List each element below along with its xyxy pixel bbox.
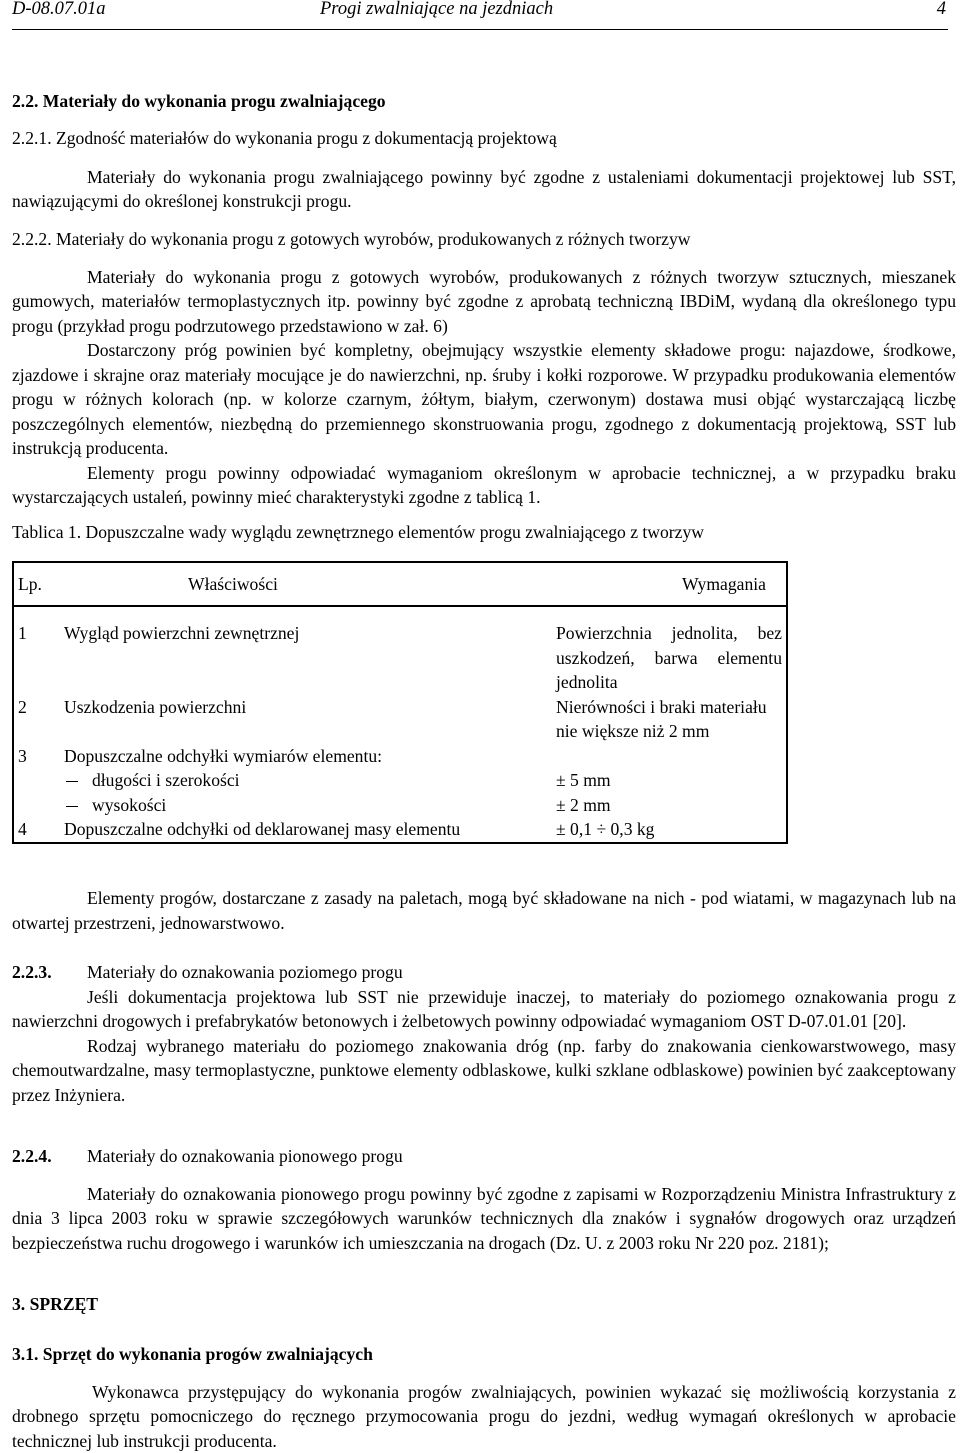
row-lp: 2 <box>13 695 60 744</box>
row-requirement: ± 2 mm <box>552 793 787 818</box>
section-number: 2.2.4. <box>12 1144 87 1169</box>
section-3-heading: 3. SPRZĘT <box>12 1292 956 1317</box>
row-property: Dopuszczalne odchyłki wymiarów elementu: <box>60 744 552 769</box>
section-2-2-3-heading <box>12 960 956 985</box>
table-row <box>13 768 787 793</box>
defects-table <box>12 561 788 844</box>
section-2-2-2-p1: Materiały do wykonania progu z gotowych wyrobów, produkowanych z różnych tworzyw sztucznych, mieszanek gumowych, materiałów termoplastycznych itp. powinny być zgodne z aprobatą techniczną IBDiM, wydaną dla określonego typu progu (przykład progu podrzutowego przedstawiono w zał. 6) <box>12 265 956 339</box>
section-2-2-1 <box>12 126 956 214</box>
col-header-lp: Lp. <box>13 562 60 606</box>
row-lp: 4 <box>13 817 60 843</box>
section-2-2-heading: 2.2. Materiały do wykonania progu zwalniającego <box>12 89 956 114</box>
section-2-2-4-heading <box>12 1144 956 1169</box>
row-requirement: ± 5 mm <box>552 768 787 793</box>
col-header-requirements: Wymagania <box>552 562 787 606</box>
section-title: Materiały do oznakowania poziomego progu <box>87 962 403 982</box>
section-number: 2.2.3. <box>12 960 87 985</box>
row-property: Dopuszczalne odchyłki od deklarowanej masy elementu <box>60 817 552 843</box>
section-2-2-1-text: Materiały do wykonania progu zwalniającego powinny być zgodne z ustaleniami dokumentacji projektowej lub SST, nawiązującymi do określonej konstrukcji progu. <box>12 165 956 214</box>
col-header-properties: Właściwości <box>60 562 552 606</box>
section-3-1-heading: 3.1. Sprzęt do wykonania progów zwalniających <box>12 1342 956 1367</box>
row-requirement <box>552 744 787 769</box>
storage-paragraph <box>12 886 956 935</box>
table-row <box>13 744 787 769</box>
section-2-2-1-heading: 2.2.1. Zgodność materiałów do wykonania progu z dokumentacją projektową <box>12 126 956 151</box>
spec-title: Progi zwalniające na jezdniach <box>320 0 553 22</box>
sub-property-label: wysokości <box>92 795 166 815</box>
row-property: Uszkodzenia powierzchni <box>60 695 552 744</box>
storage-text: Elementy progów, dostarczane z zasady na paletach, mogą być składowane na nich - pod wiatami, w magazynach lub na otwartej przestrzeni, jednowarstwowo. <box>12 886 956 935</box>
row-property: Wygląd powierzchni zewnętrznej <box>60 606 552 695</box>
page-number: 4 <box>937 0 946 22</box>
spec-code: D-08.07.01a <box>12 0 106 22</box>
row-property <box>60 793 552 818</box>
dash-bullet <box>66 781 78 782</box>
section-2-2-2 <box>12 227 956 510</box>
section-3-1 <box>12 1342 956 1453</box>
section-2-2-2-p2: Dostarczony próg powinien być kompletny, obejmujący wszystkie elementy składowe progu: najazdowe, środkowe, zjazdowe i skrajne oraz materiały mocujące je do nawierzchni, np. śruby i kołki rozporowe. W przypadku produkowania elementów progu w różnych kolorach (np. w kolorze czarnym, żółtym, białym, czerwonym) dostawa musi objąć wystarczającą liczbę poszczególnych elementów, niezbędną do przemiennego skonstruowania progu, zgodnego z dokumentacją projektową, SST lub instrukcją producenta. <box>12 338 956 461</box>
dash-bullet <box>66 806 78 807</box>
table-header-row <box>13 562 787 606</box>
sub-property-label: długości i szerokości <box>92 770 240 790</box>
row-requirement: Powierzchnia jednolita, bez uszkodzeń, barwa elementu jednolita <box>552 606 787 695</box>
section-2-2-3-p1: Jeśli dokumentacja projektowa lub SST nie przewiduje inaczej, to materiały do poziomego oznakowania progu z nawierzchni drogowych i prefabrykatów betonowych i żelbetowych powinny odpowiadać wymaganiom OST D-07.01.01 [20]. <box>12 985 956 1034</box>
section-2-2-4-p1: Materiały do oznakowania pionowego progu powinny być zgodne z zapisami w Rozporządzeniu Ministra Infrastruktury z dnia 3 lipca 2003 roku w sprawie szczegółowych warunków technicznych dla znaków i sygnałów drogowych oraz urządzeń bezpieczeństwa ruchu drogowego i warunków ich umieszczania na drogach (Dz. U. z 2003 roku Nr 220 poz. 2181); <box>12 1182 956 1256</box>
table-row <box>13 695 787 744</box>
row-lp: 3 <box>13 744 60 769</box>
page-header <box>12 0 948 30</box>
section-2-2-3-p2: Rodzaj wybranego materiału do poziomego znakowania dróg (np. farby do znakowania cienkowarstwowego, masy chemoutwardzalne, masy termoplastyczne, punktowe elementy odblaskowe, kulki szklane odblaskowe) powinien być zaakceptowany przez Inżyniera. <box>12 1034 956 1108</box>
section-title: Materiały do oznakowania pionowego progu <box>87 1146 403 1166</box>
row-lp: 1 <box>13 606 60 695</box>
section-2-2-2-heading: 2.2.2. Materiały do wykonania progu z gotowych wyrobów, produkowanych z różnych tworzyw <box>12 227 956 252</box>
section-2-2-3 <box>12 960 956 1107</box>
row-lp <box>13 768 60 793</box>
section-2-2-2-p3: Elementy progu powinny odpowiadać wymaganiom określonym w aprobacie technicznej, a w przypadku braku wystarczających ustaleń, powinny mieć charakterystyki zgodne z tablicą 1. <box>12 461 956 510</box>
section-2-2-4 <box>12 1144 956 1255</box>
table-row <box>13 606 787 695</box>
row-requirement: ± 0,1 ÷ 0,3 kg <box>552 817 787 843</box>
row-property <box>60 768 552 793</box>
section-3-1-p1: Wykonawca przystępujący do wykonania progów zwalniających, powinien wykazać się możliwością korzystania z drobnego sprzętu pomocniczego do ręcznego przymocowania progu do jezdni, według wymagań określonych w aprobacie technicznej lub instrukcji producenta. <box>12 1380 956 1453</box>
table-row <box>13 793 787 818</box>
row-lp <box>13 793 60 818</box>
row-requirement: Nierówności i braki materiału nie większe niż 2 mm <box>552 695 787 744</box>
table-row <box>13 817 787 843</box>
table-caption: Tablica 1. Dopuszczalne wady wyglądu zewnętrznego elementów progu zwalniającego z tworzyw <box>12 520 956 545</box>
